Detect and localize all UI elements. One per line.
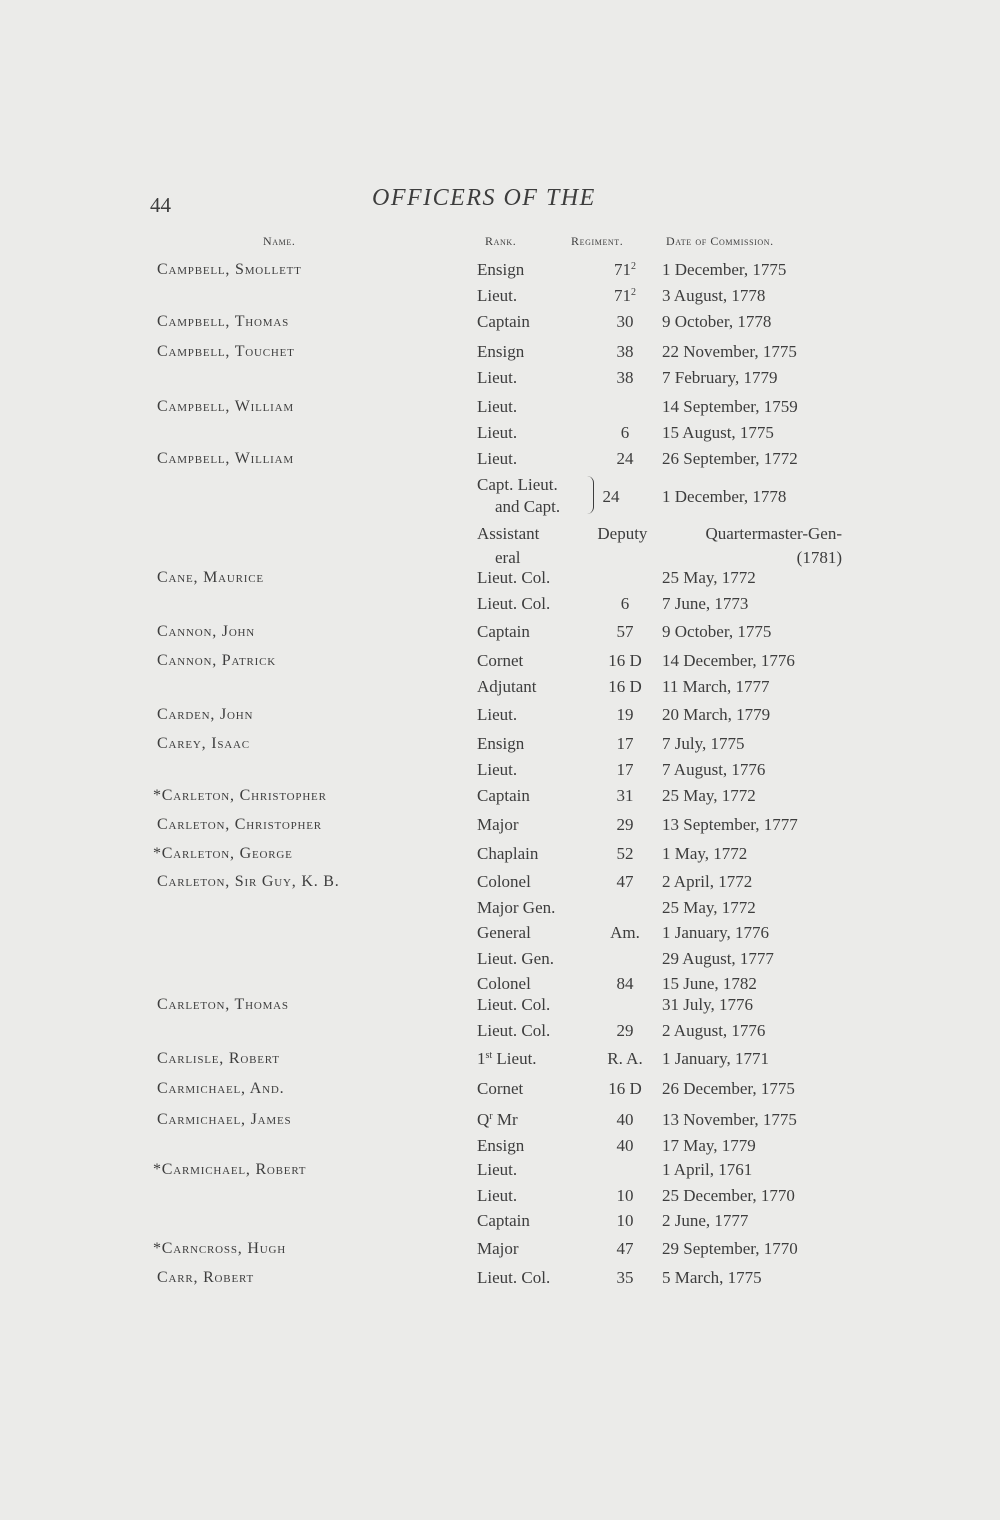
date-cell: 7 August, 1776 bbox=[662, 759, 766, 779]
commission-row bbox=[0, 1019, 1000, 1044]
wrapped-year: (1781) bbox=[796, 547, 842, 567]
date-cell: 26 December, 1775 bbox=[662, 1079, 795, 1098]
rank-cell: Captain bbox=[477, 622, 530, 641]
regiment-cell: 52 bbox=[616, 844, 634, 863]
commission-row bbox=[0, 1077, 1000, 1102]
rank-cell: 1st Lieut. bbox=[477, 1049, 537, 1068]
date-cell: 31 July, 1776 bbox=[662, 995, 753, 1014]
date-cell: 26 September, 1772 bbox=[662, 449, 798, 468]
date-cell: 1 May, 1772 bbox=[662, 844, 748, 863]
regiment-cell: 57 bbox=[616, 622, 634, 641]
regiment-cell: 47 bbox=[616, 1239, 634, 1258]
date-cell: 29 August, 1777 bbox=[662, 948, 774, 968]
date-cell: 9 October, 1775 bbox=[662, 622, 772, 641]
regiment-cell: 40 bbox=[616, 1135, 634, 1155]
commission-row bbox=[0, 340, 1000, 365]
rank-cell: Lieut. Col. bbox=[477, 1020, 551, 1040]
regiment-cell: 38 bbox=[616, 367, 634, 387]
regiment-cell: 24 bbox=[616, 449, 634, 468]
commission-row bbox=[0, 258, 1000, 283]
commission-row bbox=[0, 447, 1000, 472]
wrapped-word: Assistant bbox=[477, 523, 540, 543]
date-cell: 7 February, 1779 bbox=[662, 367, 778, 387]
officer-name: *Carleton, Christopher bbox=[153, 787, 327, 804]
regiment-cell: 6 bbox=[620, 593, 630, 613]
rank-cell: Captain bbox=[477, 312, 530, 331]
date-cell: 1 December, 1778 bbox=[662, 486, 787, 506]
commission-row bbox=[0, 620, 1000, 645]
rank-cell: Lieut. bbox=[477, 1160, 518, 1179]
officer-name: Carleton, Thomas bbox=[157, 996, 289, 1013]
commission-row bbox=[0, 1209, 1000, 1234]
rank-cell: General bbox=[477, 923, 531, 942]
date-cell: 1 January, 1771 bbox=[662, 1049, 770, 1068]
header-rank: Rank. bbox=[485, 234, 517, 248]
regiment-cell: 29 bbox=[616, 815, 634, 834]
commission-row bbox=[0, 896, 1000, 921]
officer-name: Carden, John bbox=[157, 706, 254, 723]
page-number: 44 bbox=[150, 193, 171, 217]
rank-cell: Lieut. bbox=[477, 705, 518, 724]
date-cell: 2 August, 1776 bbox=[662, 1020, 766, 1040]
commission-row bbox=[0, 732, 1000, 757]
commission-row bbox=[0, 993, 1000, 1018]
regiment-superscript: 2 bbox=[631, 261, 636, 272]
regiment-superscript: 2 bbox=[631, 286, 636, 298]
rank-superscript: st bbox=[485, 1050, 493, 1061]
date-cell: 13 November, 1775 bbox=[662, 1110, 797, 1129]
regiment-cell: 38 bbox=[616, 342, 634, 361]
date-cell: 22 November, 1775 bbox=[662, 342, 797, 361]
regiment-cell: $71^2$ bbox=[614, 285, 636, 305]
braced-commission-row bbox=[0, 474, 1000, 520]
commission-row bbox=[0, 566, 1000, 591]
header-regiment: Regiment. bbox=[571, 234, 624, 248]
officer-name: *Carncross, Hugh bbox=[153, 1240, 286, 1257]
regiment-cell: 29 bbox=[616, 1020, 634, 1040]
officer-name: Carlisle, Robert bbox=[157, 1050, 280, 1067]
date-cell: 2 June, 1777 bbox=[662, 1211, 749, 1230]
date-cell: 3 August, 1778 bbox=[662, 285, 766, 305]
rank-cell: Cornet bbox=[477, 1079, 524, 1098]
regiment-cell: 35 bbox=[616, 1268, 634, 1287]
officer-name: Campbell, William bbox=[157, 398, 294, 415]
officer-name: Cane, Maurice bbox=[157, 569, 264, 586]
wrapped-appointment-row bbox=[477, 522, 842, 570]
rank-superscript: r bbox=[489, 1111, 493, 1122]
commission-row bbox=[0, 758, 1000, 783]
commission-row bbox=[0, 1134, 1000, 1159]
commission-row bbox=[0, 1108, 1000, 1133]
regiment-cell: 16 D bbox=[608, 676, 642, 696]
date-cell: 25 May, 1772 bbox=[662, 568, 756, 587]
officer-name: Carleton, Sir Guy, K. B. bbox=[157, 873, 340, 890]
date-cell: 5 March, 1775 bbox=[662, 1268, 762, 1287]
officer-name: Carr, Robert bbox=[157, 1269, 254, 1286]
date-cell: 1 April, 1761 bbox=[662, 1160, 753, 1179]
rank-cell: Colonel bbox=[477, 872, 531, 891]
rank-cell: Lieut. bbox=[477, 449, 518, 468]
date-cell: 14 September, 1759 bbox=[662, 397, 798, 416]
rank-cell: Ensign bbox=[477, 342, 525, 361]
commission-row bbox=[0, 870, 1000, 895]
wrapped-word: eral bbox=[495, 547, 521, 567]
wrapped-word: Quartermaster-Gen- bbox=[705, 523, 842, 543]
wrapped-line-1 bbox=[477, 522, 842, 546]
regiment-cell: $71^2$ bbox=[614, 260, 636, 279]
regiment-cell: 6 bbox=[620, 422, 630, 442]
date-cell: 13 September, 1777 bbox=[662, 815, 798, 834]
commission-row bbox=[0, 366, 1000, 391]
regiment-cell: 16 D bbox=[608, 1079, 642, 1098]
commission-row bbox=[0, 784, 1000, 809]
officer-name: Cannon, Patrick bbox=[157, 652, 277, 669]
commission-row bbox=[0, 675, 1000, 700]
date-cell: 15 June, 1782 bbox=[662, 974, 757, 993]
commission-row bbox=[0, 395, 1000, 420]
date-cell: 7 July, 1775 bbox=[662, 734, 745, 753]
commission-row bbox=[0, 703, 1000, 728]
rank-cell: Major bbox=[477, 815, 519, 834]
braced-rank-cell bbox=[477, 474, 560, 518]
regiment-cell: 30 bbox=[616, 312, 634, 331]
rank-cell: Lieut. Gen. bbox=[477, 948, 554, 968]
regiment-cell: 31 bbox=[616, 786, 634, 805]
regiment-cell: 16 D bbox=[608, 651, 642, 670]
running-title: OFFICERS OF THE bbox=[372, 185, 596, 211]
officer-name: Carleton, Christopher bbox=[157, 816, 322, 833]
date-cell: 11 March, 1777 bbox=[662, 676, 770, 696]
rank-cell: Lieut. Col. bbox=[477, 593, 551, 613]
commission-row bbox=[0, 1047, 1000, 1072]
wrapped-word: Deputy bbox=[597, 523, 648, 543]
commission-row bbox=[0, 1266, 1000, 1291]
officer-name: *Carleton, George bbox=[153, 845, 293, 862]
officer-name: Campbell, William bbox=[157, 450, 294, 467]
regiment-cell: 24 bbox=[602, 486, 620, 506]
officer-name: Carmichael, James bbox=[157, 1111, 292, 1128]
date-cell: 7 June, 1773 bbox=[662, 593, 749, 613]
date-cell: 2 April, 1772 bbox=[662, 872, 753, 891]
commission-row bbox=[0, 592, 1000, 617]
date-cell: 15 August, 1775 bbox=[662, 422, 774, 442]
commission-row bbox=[0, 921, 1000, 946]
rank-cell: Lieut. bbox=[477, 422, 518, 442]
date-cell: 25 May, 1772 bbox=[662, 897, 756, 917]
officer-name: *Carmichael, Robert bbox=[153, 1161, 307, 1178]
date-cell: 1 December, 1775 bbox=[662, 260, 787, 279]
commission-row bbox=[0, 649, 1000, 674]
rank-cell: Captain bbox=[477, 786, 530, 805]
commission-row bbox=[0, 842, 1000, 867]
regiment-cell: 19 bbox=[616, 705, 634, 724]
rank-cell: Major bbox=[477, 1239, 519, 1258]
rank-cell: Lieut. Col. bbox=[477, 568, 551, 587]
officer-name: Campbell, Thomas bbox=[157, 313, 290, 330]
rank-cell: Colonel bbox=[477, 974, 531, 993]
rank-cell: Chaplain bbox=[477, 844, 539, 863]
officer-name: Cannon, John bbox=[157, 623, 256, 640]
regiment-cell: 40 bbox=[616, 1110, 634, 1129]
rank-cell: Lieut. bbox=[477, 285, 518, 305]
header-date: Date of Commission. bbox=[666, 234, 774, 248]
rank-cell: Lieut. bbox=[477, 759, 518, 779]
rank-cell: Captain bbox=[477, 1211, 530, 1230]
officer-name: Carey, Isaac bbox=[157, 735, 250, 752]
officer-name: Carmichael, And. bbox=[157, 1080, 285, 1097]
rank-cell: Cornet bbox=[477, 651, 524, 670]
commission-row bbox=[0, 813, 1000, 838]
commission-row bbox=[0, 1184, 1000, 1209]
braced-rank-line2: and Capt. bbox=[495, 496, 561, 516]
rank-cell: Ensign bbox=[477, 1135, 525, 1155]
date-cell: 25 May, 1772 bbox=[662, 786, 756, 805]
commission-row bbox=[0, 1237, 1000, 1262]
regiment-cell: Am. bbox=[610, 923, 640, 942]
regiment-cell: R. A. bbox=[607, 1049, 643, 1068]
header-name: Name. bbox=[263, 234, 296, 248]
rank-cell: Lieut. bbox=[477, 367, 518, 387]
rank-cell: Major Gen. bbox=[477, 897, 556, 917]
commission-row bbox=[0, 421, 1000, 446]
date-cell: 1 January, 1776 bbox=[662, 923, 770, 942]
regiment-cell: 17 bbox=[616, 759, 634, 779]
rank-cell: $Q^r$ Mr bbox=[477, 1110, 518, 1129]
rank-cell: Ensign bbox=[477, 260, 525, 279]
commission-row bbox=[0, 310, 1000, 335]
rank-cell: Lieut. Col. bbox=[477, 1268, 551, 1287]
date-cell: 29 September, 1770 bbox=[662, 1239, 798, 1258]
date-cell: 17 May, 1779 bbox=[662, 1135, 756, 1155]
commission-row bbox=[0, 947, 1000, 972]
date-cell: 14 December, 1776 bbox=[662, 651, 795, 670]
date-cell: 20 March, 1779 bbox=[662, 705, 771, 724]
officer-name: Campbell, Smollett bbox=[157, 261, 302, 278]
rank-cell: Lieut. bbox=[477, 1185, 518, 1205]
commission-row bbox=[0, 284, 1000, 309]
rank-cell: Ensign bbox=[477, 734, 525, 753]
rank-cell: Lieut. bbox=[477, 397, 518, 416]
regiment-cell: 17 bbox=[616, 734, 634, 753]
regiment-cell: 84 bbox=[616, 974, 634, 993]
regiment-cell: 10 bbox=[616, 1185, 634, 1205]
rank-cell: Lieut. Col. bbox=[477, 995, 551, 1014]
date-cell: 9 October, 1778 bbox=[662, 312, 772, 331]
officer-name: Campbell, Touchet bbox=[157, 343, 295, 360]
regiment-cell: 10 bbox=[616, 1211, 634, 1230]
date-cell: 25 December, 1770 bbox=[662, 1185, 795, 1205]
rank-cell: Adjutant bbox=[477, 676, 537, 696]
regiment-cell: 47 bbox=[616, 872, 634, 891]
commission-row bbox=[0, 1158, 1000, 1183]
braced-rank-line1: Capt. Lieut. bbox=[477, 474, 558, 494]
